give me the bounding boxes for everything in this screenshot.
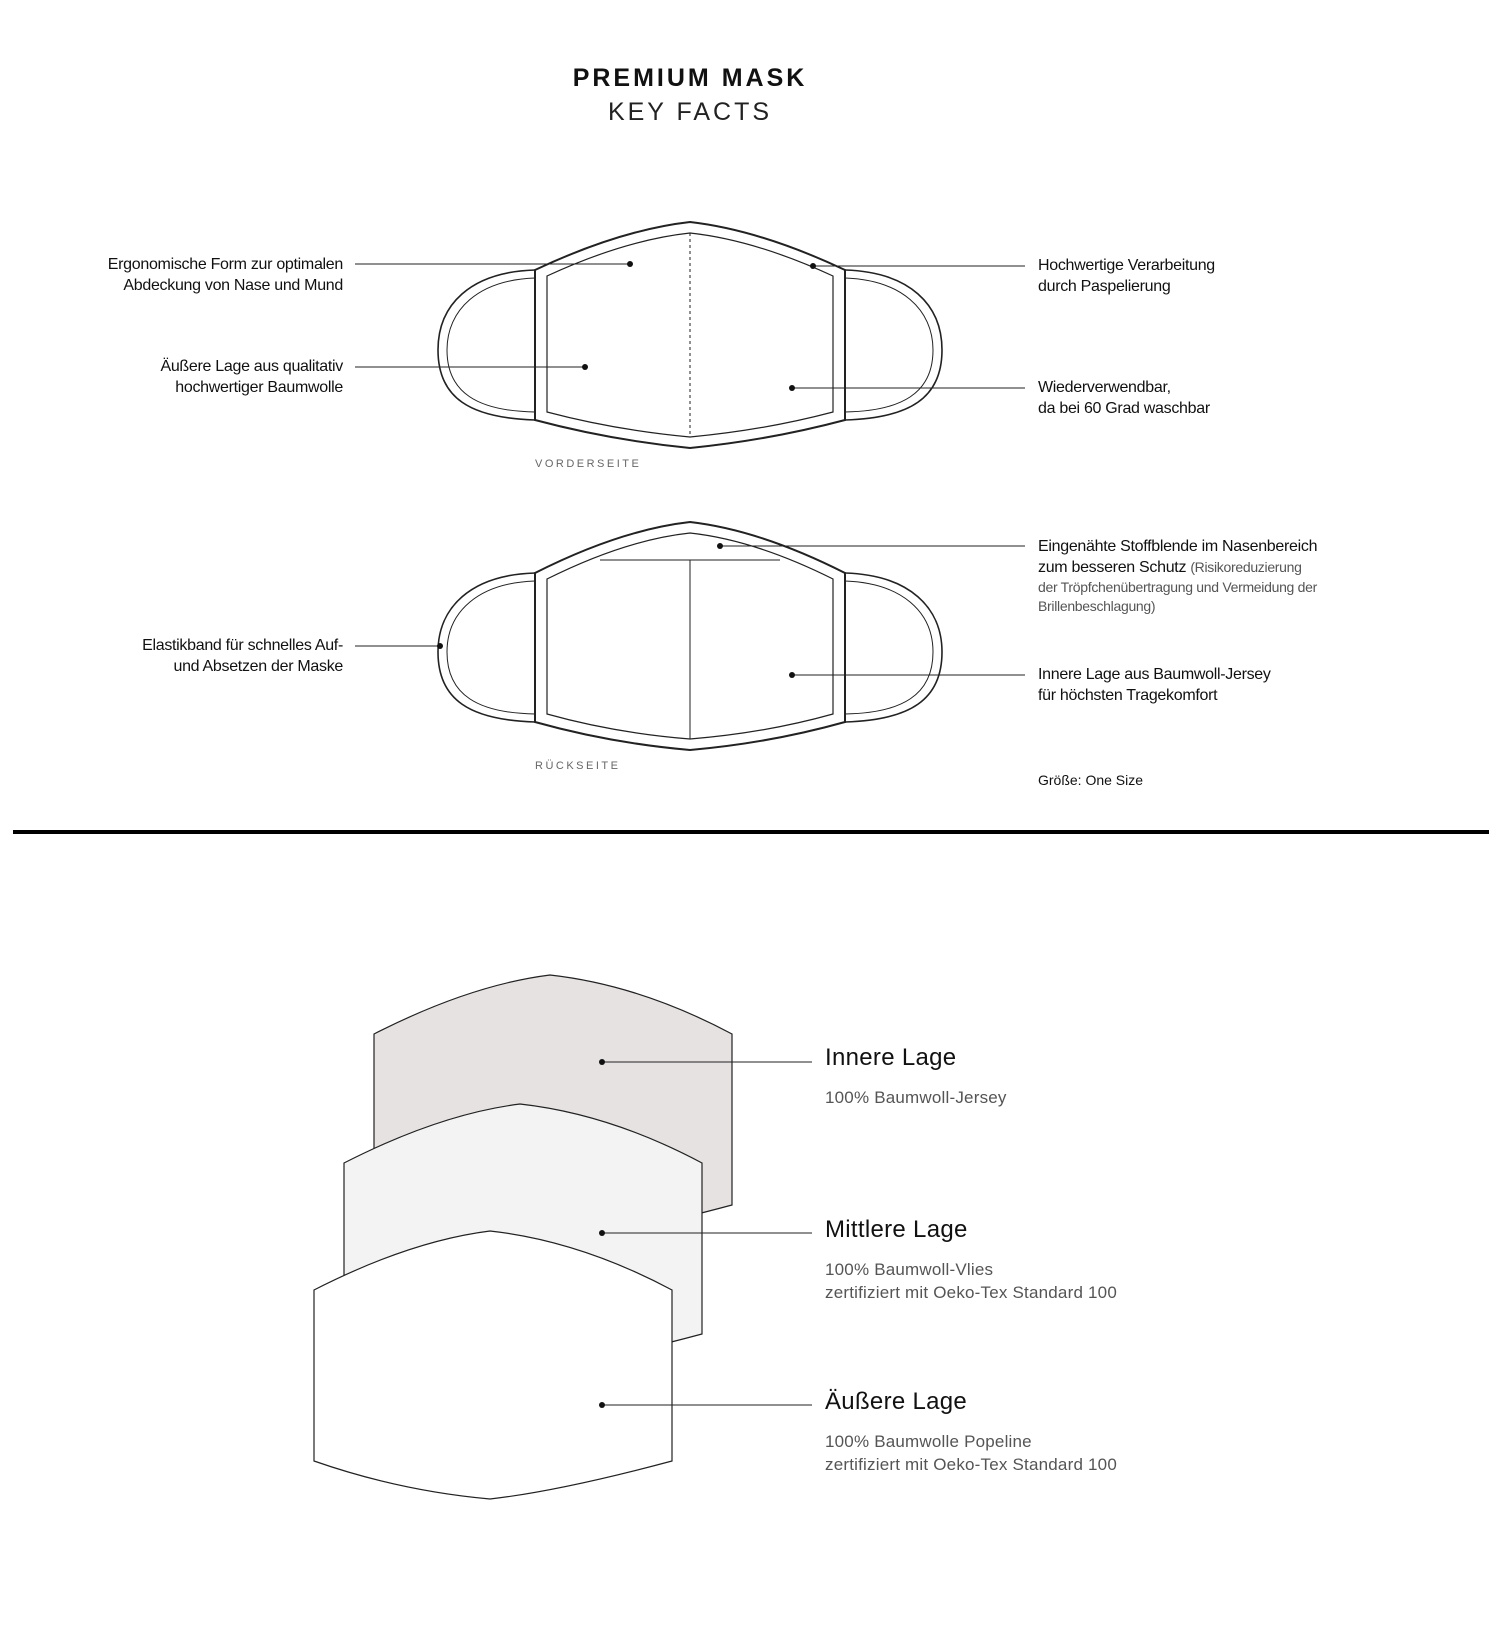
layer-outer-desc: 100% Baumwolle Popeline zertifiziert mit Oeko-Tex Standard 100	[825, 1432, 1117, 1474]
front-left-ear-loop	[438, 270, 535, 420]
dot-elastic	[437, 643, 443, 649]
layer-middle-text	[825, 1216, 1385, 1304]
layer-inner-desc: 100% Baumwoll-Jersey	[825, 1088, 1007, 1107]
dot-layer-outer	[599, 1402, 605, 1408]
back-left-ear-loop	[438, 573, 535, 722]
dot-layer-inner	[599, 1059, 605, 1065]
back-mask-drawing	[438, 522, 942, 750]
page-title: PREMIUM MASK	[572, 64, 808, 92]
dot-outer-layer	[582, 364, 588, 370]
dot-inner-layer	[789, 672, 795, 678]
back-left-ear-loop-inner	[447, 581, 535, 714]
dot-piping	[810, 263, 816, 269]
label-piping: Hochwertige Verarbeitung durch Paspelierung	[1038, 257, 1215, 295]
front-mask-drawing	[438, 222, 942, 448]
layer-outer-text	[825, 1388, 1385, 1476]
dot-reusable	[789, 385, 795, 391]
front-caption: VORDERSEITE	[535, 458, 642, 470]
label-elastic: Elastikband für schnelles Auf- und Absetzen der Maske	[142, 637, 343, 675]
front-right-ear-loop	[845, 270, 942, 420]
back-right-ear-loop-inner	[845, 581, 933, 714]
back-caption: RÜCKSEITE	[535, 760, 621, 772]
layer-shape-outer	[314, 1231, 672, 1499]
label-inner-layer: Innere Lage aus Baumwoll-Jersey für höchsten Tragekomfort	[1038, 666, 1271, 704]
dot-layer-middle	[599, 1230, 605, 1236]
label-outer-layer: Äußere Lage aus qualitativ hochwertiger Baumwolle	[160, 358, 343, 396]
front-right-ear-loop-inner	[845, 278, 933, 412]
layer-middle-title: Mittlere Lage	[825, 1216, 968, 1243]
dot-nose	[717, 543, 723, 549]
size-info: Größe: One Size	[1038, 772, 1144, 788]
page-subtitle: KEY FACTS	[607, 98, 773, 126]
label-nose-panel: Eingenähte Stoffblende im Nasenbereich zum besseren Schutz (Risikoreduzierung der Tröpfchenübertragung und Vermeidung der Brillenbeschlagung)	[1038, 538, 1318, 614]
section-divider	[13, 830, 1489, 834]
front-left-ear-loop-inner	[447, 278, 535, 412]
label-ergonomic: Ergonomische Form zur optimalen Abdeckung von Nase und Mund	[107, 256, 343, 294]
layer-middle-desc: 100% Baumwoll-Vlies zertifiziert mit Oeko-Tex Standard 100	[825, 1260, 1117, 1302]
back-right-ear-loop	[845, 573, 942, 722]
layer-inner-title: Innere Lage	[825, 1044, 957, 1071]
label-reusable: Wiederverwendbar, da bei 60 Grad waschbar	[1038, 379, 1210, 417]
layer-inner-text	[825, 1044, 1385, 1109]
layer-outer-title: Äußere Lage	[825, 1388, 968, 1415]
dot-ergonomic	[627, 261, 633, 267]
